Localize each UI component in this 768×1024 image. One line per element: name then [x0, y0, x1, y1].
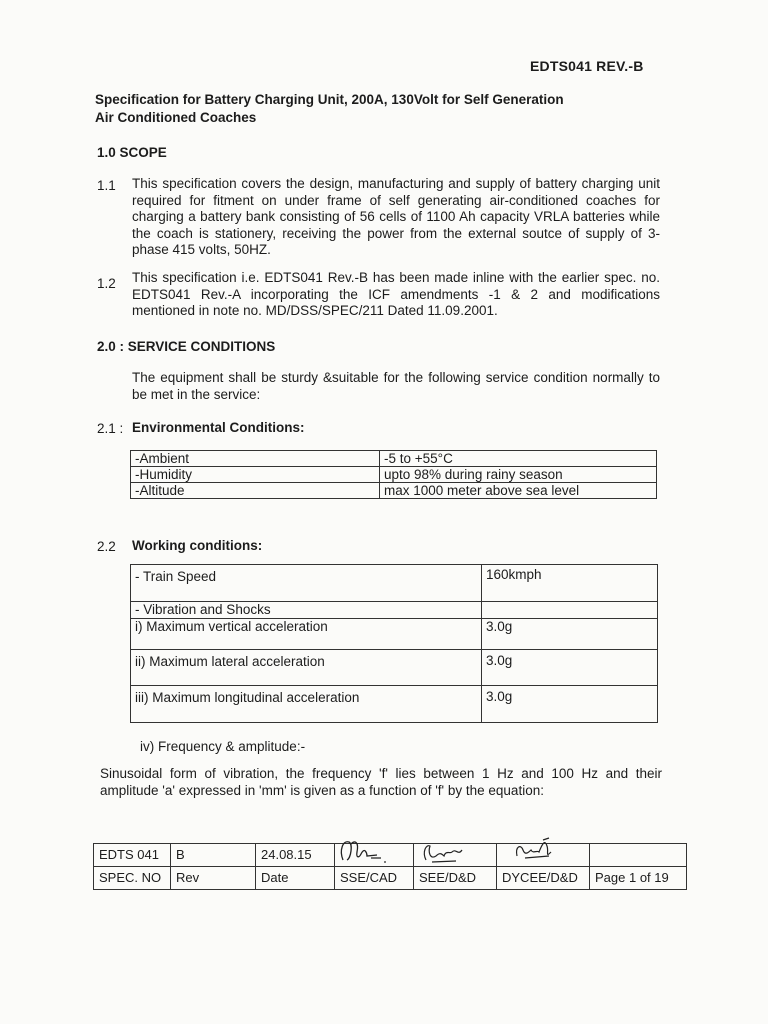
accel-param: ii) Maximum lateral acceleration [131, 650, 482, 686]
env-param: -Humidity [131, 467, 380, 483]
footer-table [93, 843, 687, 890]
env-value: max 1000 meter above sea level [380, 483, 657, 499]
footer-row-values [94, 844, 687, 867]
footer-dycee-dd-label: DYCEE/D&D [497, 867, 590, 890]
document-number: EDTS041 REV.-B [530, 58, 644, 74]
scope-heading: 1.0 SCOPE [97, 145, 167, 160]
sinusoidal-paragraph: Sinusoidal form of vibration, the frequency 'f' lies between 1 Hz and 100 Hz and their amplitude 'a' expressed in 'mm' is given as a function of 'f' by the equation: [100, 766, 662, 798]
signature-sse-cad [335, 844, 414, 867]
title-line-1: Specification for Battery Charging Unit, 200A, 130Volt for Self Generation [95, 92, 564, 107]
env-param: -Altitude [131, 483, 380, 499]
service-intro: The equipment shall be sturdy &suitable for the following service condition normally to be met in the service: [132, 370, 660, 402]
accel-value: 3.0g [482, 619, 658, 650]
env-heading: Environmental Conditions: [132, 420, 305, 435]
work-heading-number: 2.2 [97, 539, 116, 554]
signature-sse-cad-icon [337, 836, 403, 868]
footer-rev-value: B [171, 844, 256, 867]
env-value: upto 98% during rainy season [380, 467, 657, 483]
work-param: - Train Speed [131, 565, 482, 602]
footer-spec-no-value: EDTS 041 [94, 844, 171, 867]
para-1-1-text: This specification covers the design, manufacturing and supply of battery charging unit required for fitment on under frame of self generating air-conditioned coaches for charging a battery bank consisting of 56 cells of 1100 Ah capacity VRLA batteries while the coach is stationery, receiving the power from the external soutce of supply of 3- phase 415 volts, 50HZ. [132, 176, 660, 257]
work-value-empty [482, 602, 658, 619]
env-param: -Ambient [131, 451, 380, 467]
footer-page-value-empty [590, 844, 687, 867]
para-1-2-text: This specification i.e. EDTS041 Rev.-B has been made inline with the earlier spec. no. EDTS041 Rev.-A incorporating the ICF amendments -1 & 2 and modifications mentioned in note no. MD/DSS/SPEC/211 Dated 11.09.2001. [132, 270, 660, 318]
work-heading: Working conditions: [132, 538, 263, 553]
table-row [131, 451, 657, 467]
table-row [131, 565, 658, 602]
footer-spec-no-label: SPEC. NO [94, 867, 171, 890]
para-1-1-number: 1.1 [97, 178, 116, 193]
footer-row-labels [94, 867, 687, 890]
accel-value: 3.0g [482, 650, 658, 686]
signature-see-dd-icon [416, 836, 486, 868]
frequency-amplitude-label: iv) Frequency & amplitude:- [140, 739, 306, 754]
table-row [131, 619, 658, 650]
vibration-label: - Vibration and Shocks [131, 602, 482, 619]
env-value: -5 to +55°C [380, 451, 657, 467]
table-row [131, 650, 658, 686]
footer-date-value: 24.08.15 [256, 844, 335, 867]
accel-param: i) Maximum vertical acceleration [131, 619, 482, 650]
para-1-2-number: 1.2 [97, 276, 116, 291]
table-row [131, 686, 658, 723]
footer-see-dd-label: SEE/D&D [414, 867, 497, 890]
env-heading-number: 2.1 : [97, 421, 124, 436]
working-conditions-table [130, 564, 658, 723]
accel-param: iii) Maximum longitudinal acceleration [131, 686, 482, 723]
environmental-conditions-table [130, 450, 657, 499]
table-row [131, 467, 657, 483]
work-value: 160kmph [482, 565, 658, 602]
service-heading: 2.0 : SERVICE CONDITIONS [97, 339, 276, 354]
document-title [95, 91, 655, 127]
table-row [131, 483, 657, 499]
footer-page-number: Page 1 of 19 [590, 867, 687, 890]
signature-dycee-dd [497, 844, 590, 867]
footer-sse-cad-label: SSE/CAD [335, 867, 414, 890]
signature-see-dd [414, 844, 497, 867]
footer-rev-label: Rev [171, 867, 256, 890]
footer-date-label: Date [256, 867, 335, 890]
title-line-2: Air Conditioned Coaches [95, 110, 257, 125]
signature-dycee-dd-icon [499, 836, 579, 868]
accel-value: 3.0g [482, 686, 658, 723]
table-row [131, 602, 658, 619]
